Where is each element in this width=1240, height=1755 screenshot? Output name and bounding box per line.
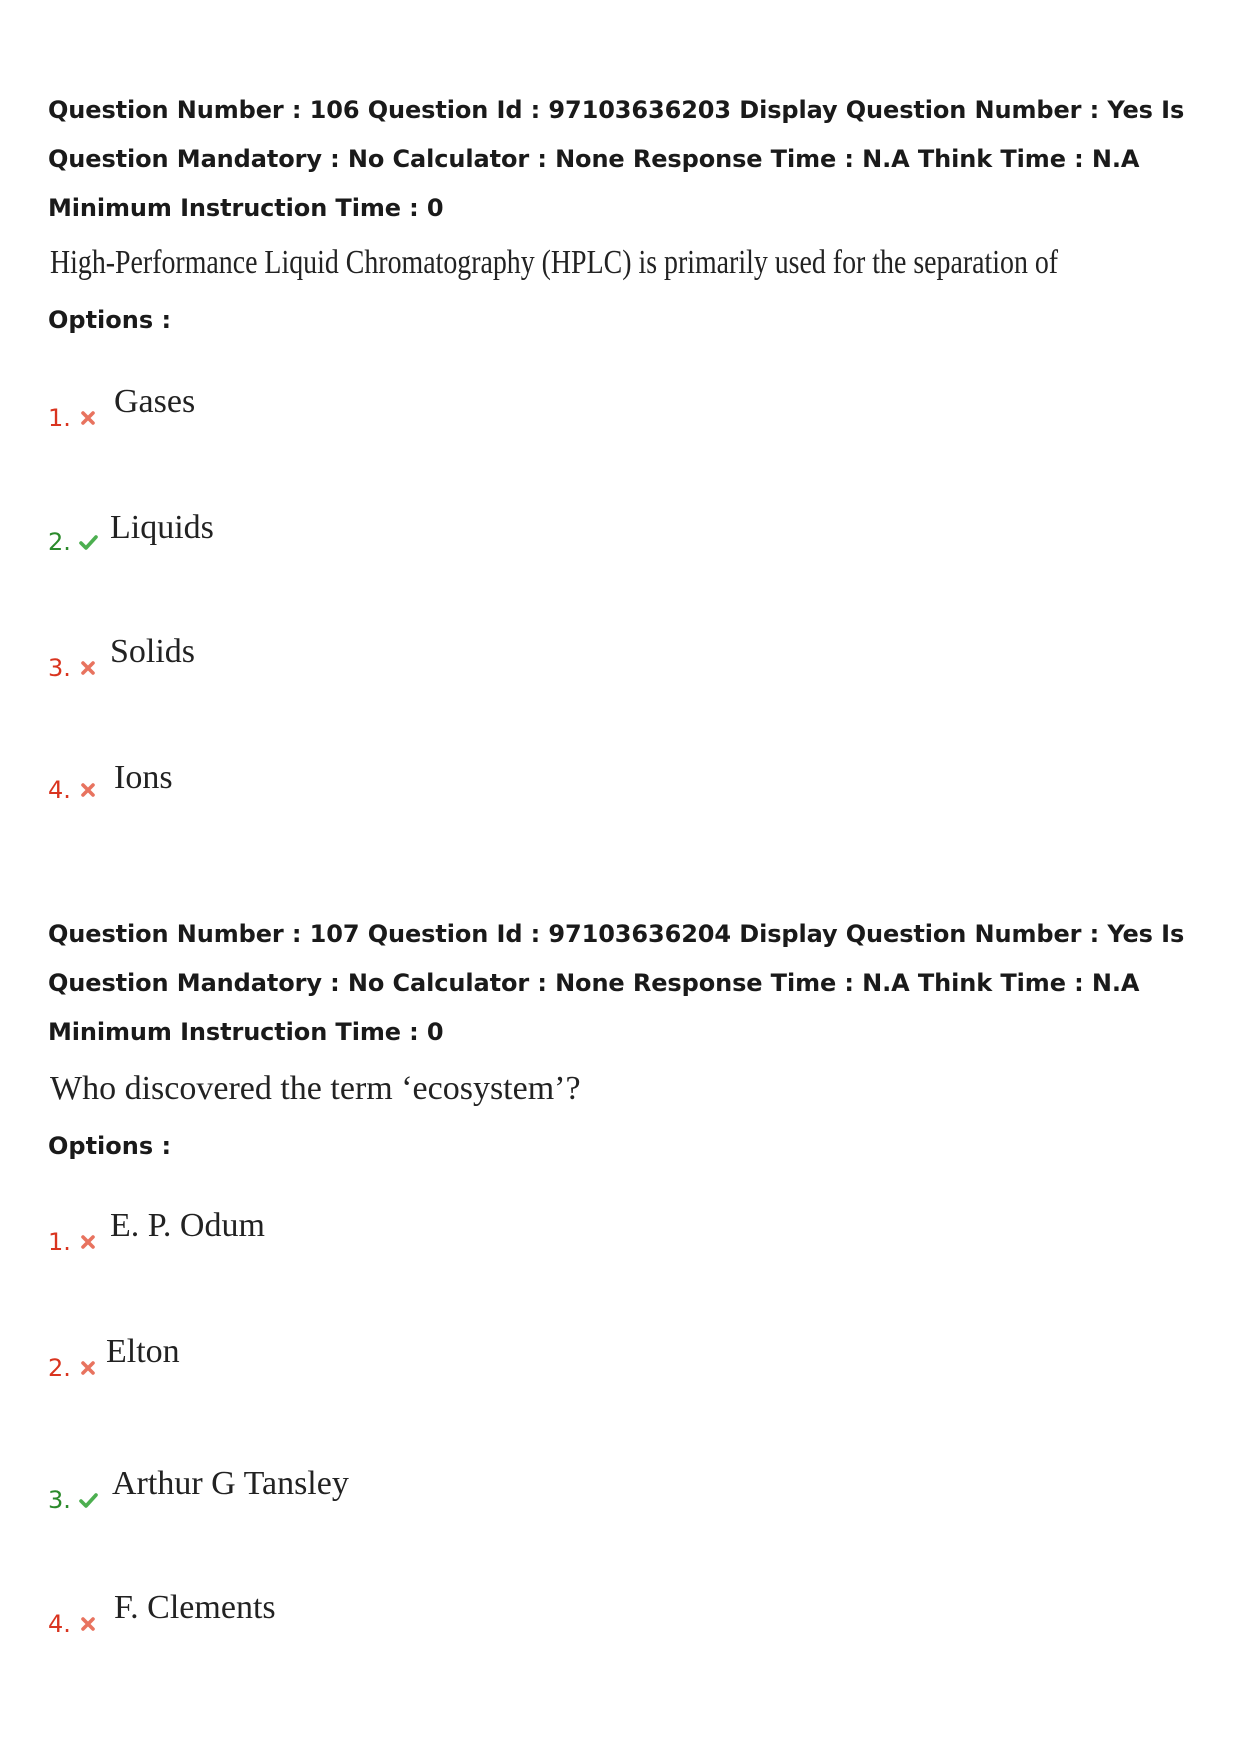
option-3 xyxy=(48,1454,848,1514)
option-text: E. P. Odum xyxy=(110,1207,265,1244)
option-3 xyxy=(48,622,848,682)
option-number: 1. xyxy=(48,404,71,432)
question-107 xyxy=(48,910,1208,1638)
option-number: 1. xyxy=(48,1228,71,1256)
cross-icon xyxy=(78,658,98,678)
option-1 xyxy=(48,372,848,432)
option-text: Liquids xyxy=(110,509,214,546)
question-meta: Question Number : 107 Question Id : 97103636204 Display Question Number : Yes Is Question Mandatory : No Calculator : None Response Time : N.A Think Time : N.A Minimum Instruction Time : 0 xyxy=(48,920,1185,1046)
option-2 xyxy=(48,496,848,556)
option-2 xyxy=(48,1322,848,1382)
option-text: Gases xyxy=(114,383,196,420)
option-number: 4. xyxy=(48,776,71,804)
question-106 xyxy=(48,86,1208,804)
option-1 xyxy=(48,1196,848,1256)
option-number: 3. xyxy=(48,1486,71,1514)
check-icon xyxy=(76,532,100,552)
cross-icon xyxy=(78,780,98,800)
check-icon xyxy=(76,1490,100,1510)
question-text: Who discovered the term ‘ecosystem’? xyxy=(50,1070,581,1107)
option-text: Solids xyxy=(110,633,196,670)
cross-icon xyxy=(78,1358,98,1378)
option-number: 4. xyxy=(48,1610,71,1638)
question-text: High-Performance Liquid Chromatography (HPLC) is primarily used for the separation of xyxy=(50,244,1059,281)
cross-icon xyxy=(78,408,98,428)
options-label: Options : xyxy=(48,306,172,334)
option-text: Elton xyxy=(106,1333,180,1370)
option-text: Ions xyxy=(114,759,173,796)
option-text: F. Clements xyxy=(114,1589,276,1626)
cross-icon xyxy=(78,1232,98,1252)
option-4 xyxy=(48,744,848,804)
option-number: 2. xyxy=(48,1354,71,1382)
question-meta: Question Number : 106 Question Id : 97103636203 Display Question Number : Yes Is Question Mandatory : No Calculator : None Response Time : N.A Think Time : N.A Minimum Instruction Time : 0 xyxy=(48,96,1185,222)
option-text: Arthur G Tansley xyxy=(112,1465,349,1502)
cross-icon xyxy=(78,1614,98,1634)
option-number: 2. xyxy=(48,528,71,556)
option-4 xyxy=(48,1578,848,1638)
options-label: Options : xyxy=(48,1132,172,1160)
option-number: 3. xyxy=(48,654,71,682)
